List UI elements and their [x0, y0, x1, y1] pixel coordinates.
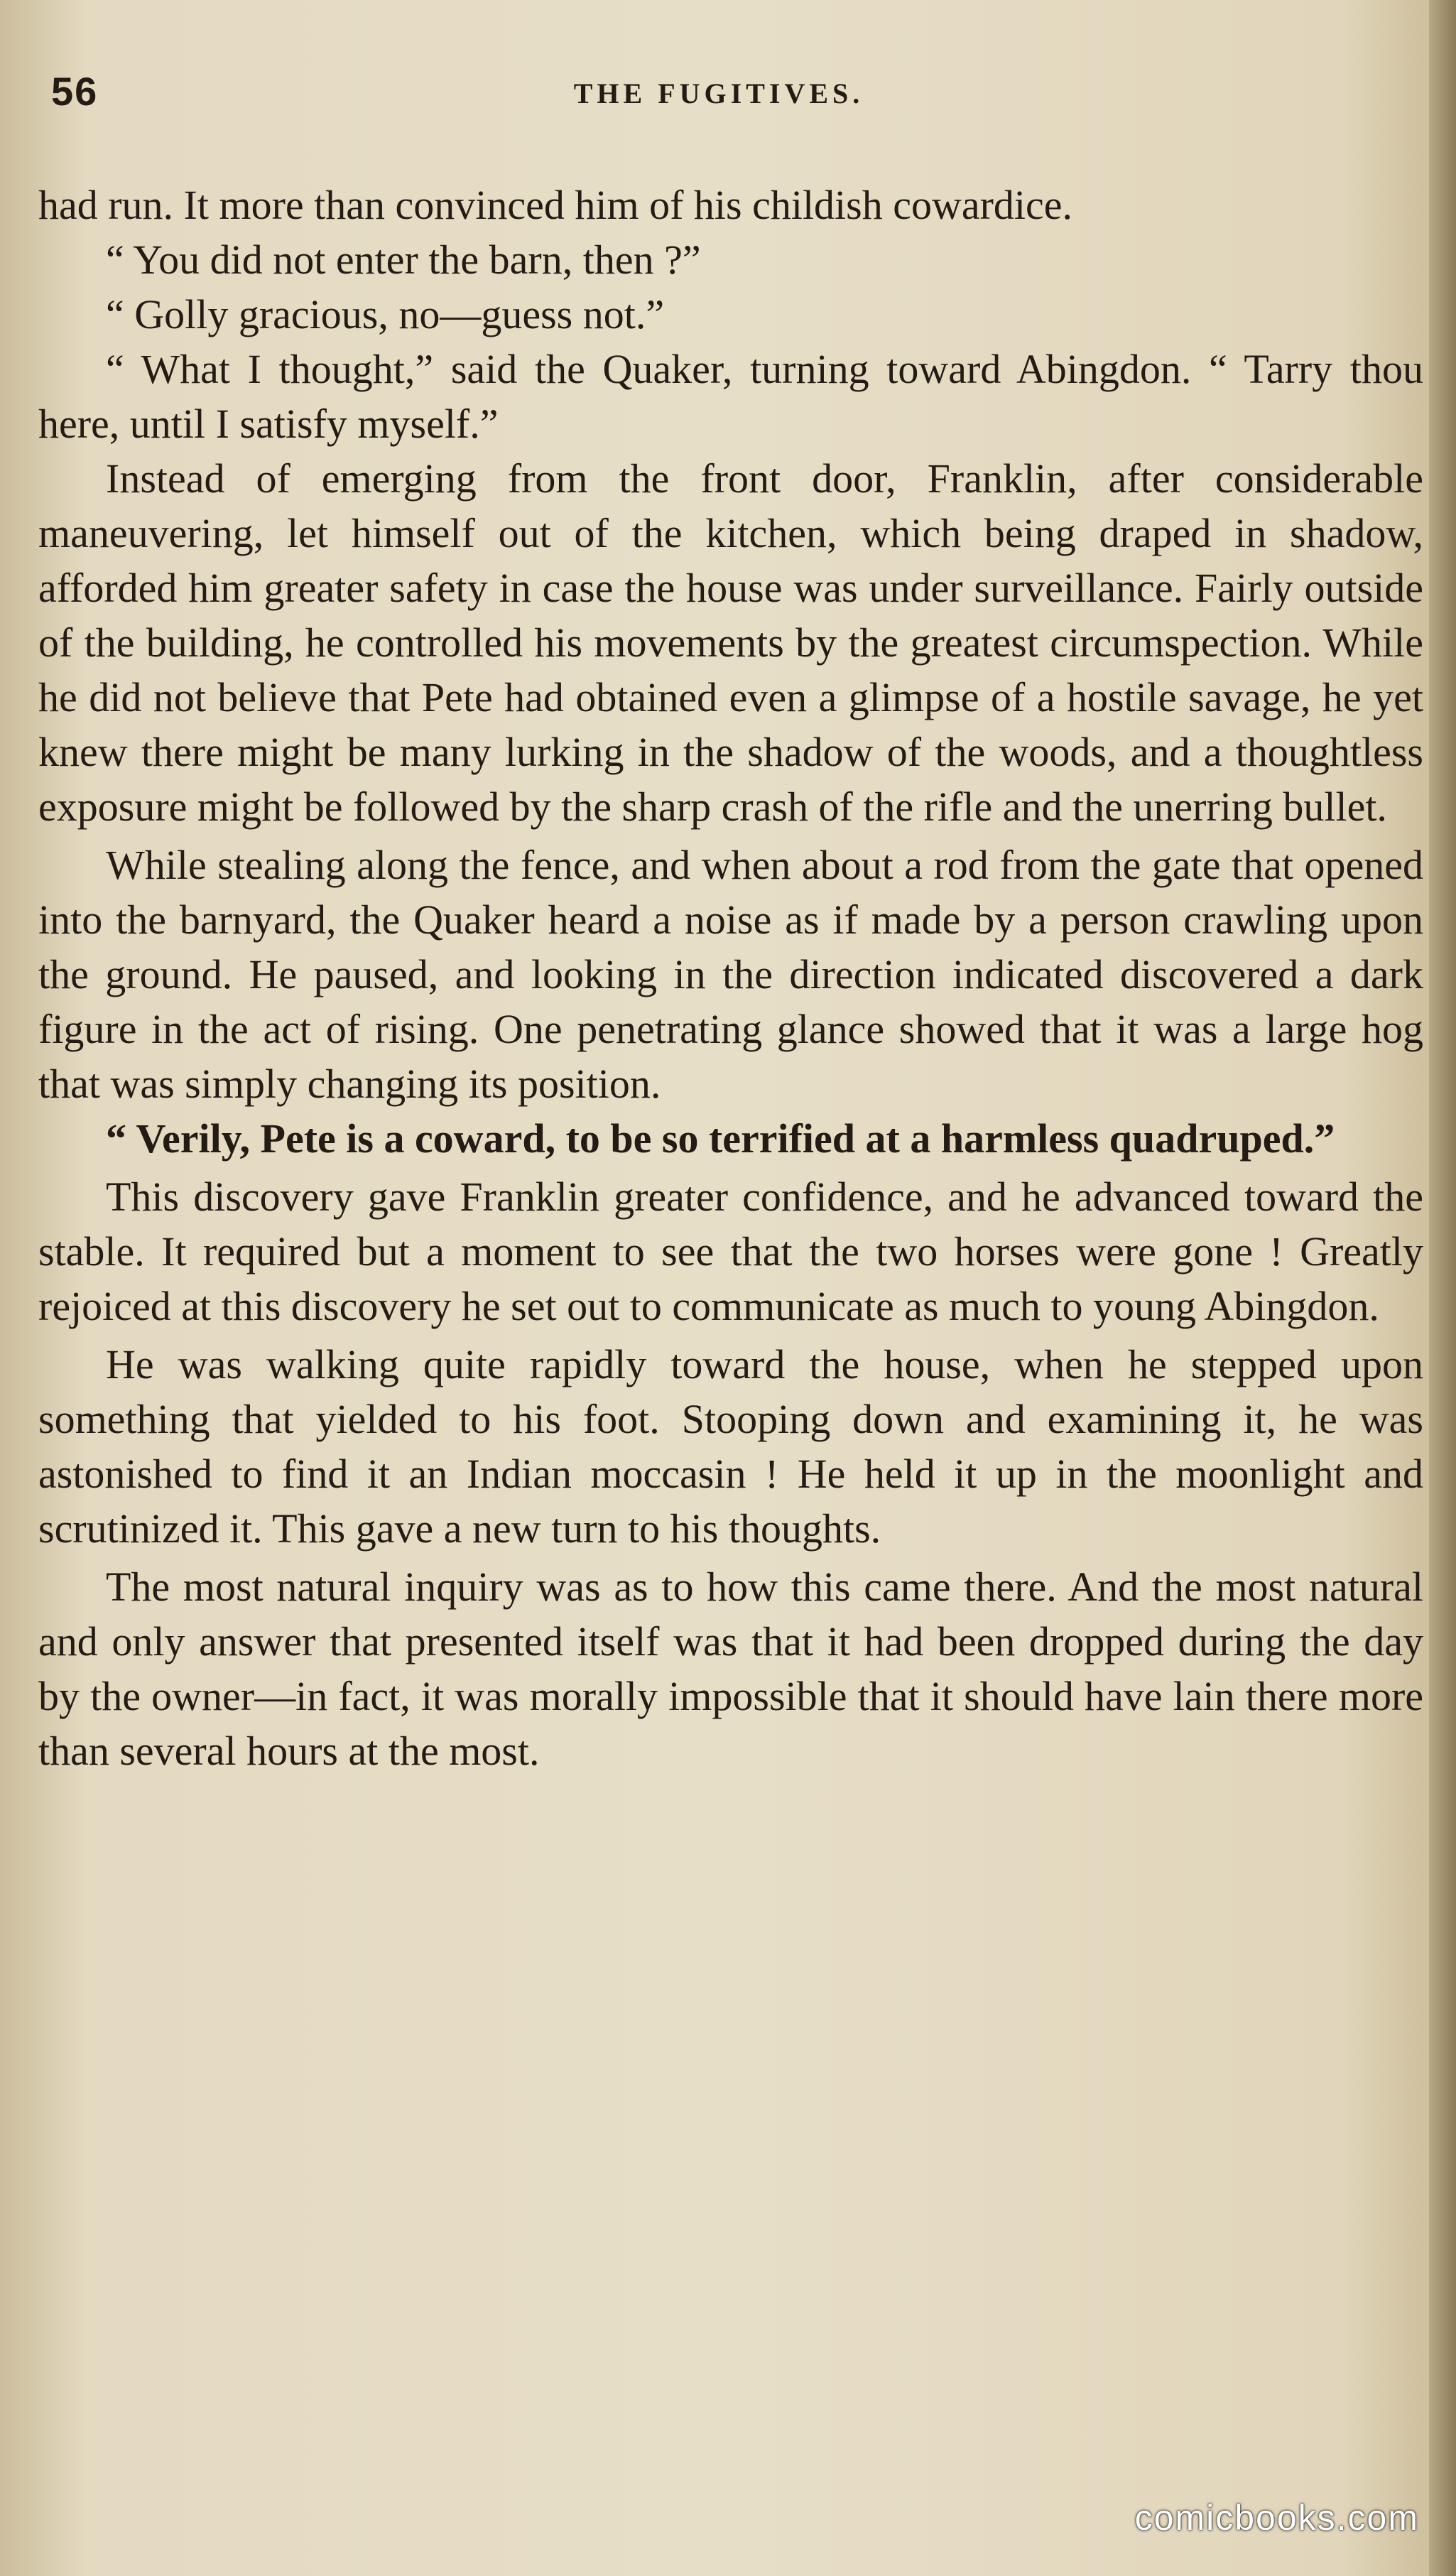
paragraph: “ What I thought,” said the Quaker, turning toward Abingdon. “ Tarry thou here, until I satisfy myself.”: [38, 346, 1423, 447]
page-number: 56: [51, 69, 99, 114]
paragraph: Instead of emerging from the front door, Franklin, after considerable maneuvering, let himself out of the kitchen, which being draped in shadow, afforded him greater safety in case the house was under surveillance. Fairly outside of the building, he controlled his movements by the greatest circumspection. While he did not believe that Pete had obtained even a glimpse of a hostile savage, he yet knew there might be many lurking in the shadow of the woods, and a thoughtless exposure might be followed by the sharp crash of the rifle and the unerring bullet.: [38, 455, 1423, 830]
paragraph: “ You did not enter the barn, then ?”: [106, 237, 701, 283]
paragraph: “ Verily, Pete is a coward, to be so terrified at a harmless quadruped.”: [106, 1115, 1335, 1162]
paragraph: While stealing along the fence, and when about a rod from the gate that opened into the barnyard, the Quaker heard a noise as if made by a person crawling upon the ground. He paused, and looking in the direction indicated discovered a dark figure in the act of rising. One penetrating glance showed that it was a large hog that was simply changing its position.: [38, 842, 1423, 1107]
body-text: [38, 178, 1423, 1778]
paragraph: This discovery gave Franklin greater confidence, and he advanced toward the stable. It required but a moment to see that the two horses were gone ! Greatly rejoiced at this discovery he set out to communicate as much to young Abingdon.: [38, 1174, 1423, 1329]
paragraph: The most natural inquiry was as to how this came there. And the most natural and only answer that presented itself was that it had been dropped during the day by the owner—in fact, it was morally impossible that it should have lain there more than several hours at the most.: [38, 1564, 1423, 1774]
watermark: comicbooks.com: [1134, 2498, 1419, 2538]
page-binding-edge: [1429, 0, 1456, 2576]
page-header: [51, 68, 1386, 132]
paragraph: “ Golly gracious, no—guess not.”: [106, 291, 665, 337]
paragraph: He was walking quite rapidly toward the house, when he stepped upon something that yielded to his foot. Stooping down and examining it, he was astonished to find it an Indian moccasin ! He held it up in the moonlight and scrutinized it. This gave a new turn to his thoughts.: [38, 1341, 1423, 1552]
paragraph: had run. It more than convinced him of his childish cowardice.: [38, 182, 1073, 228]
running-title: THE FUGITIVES.: [573, 77, 864, 109]
